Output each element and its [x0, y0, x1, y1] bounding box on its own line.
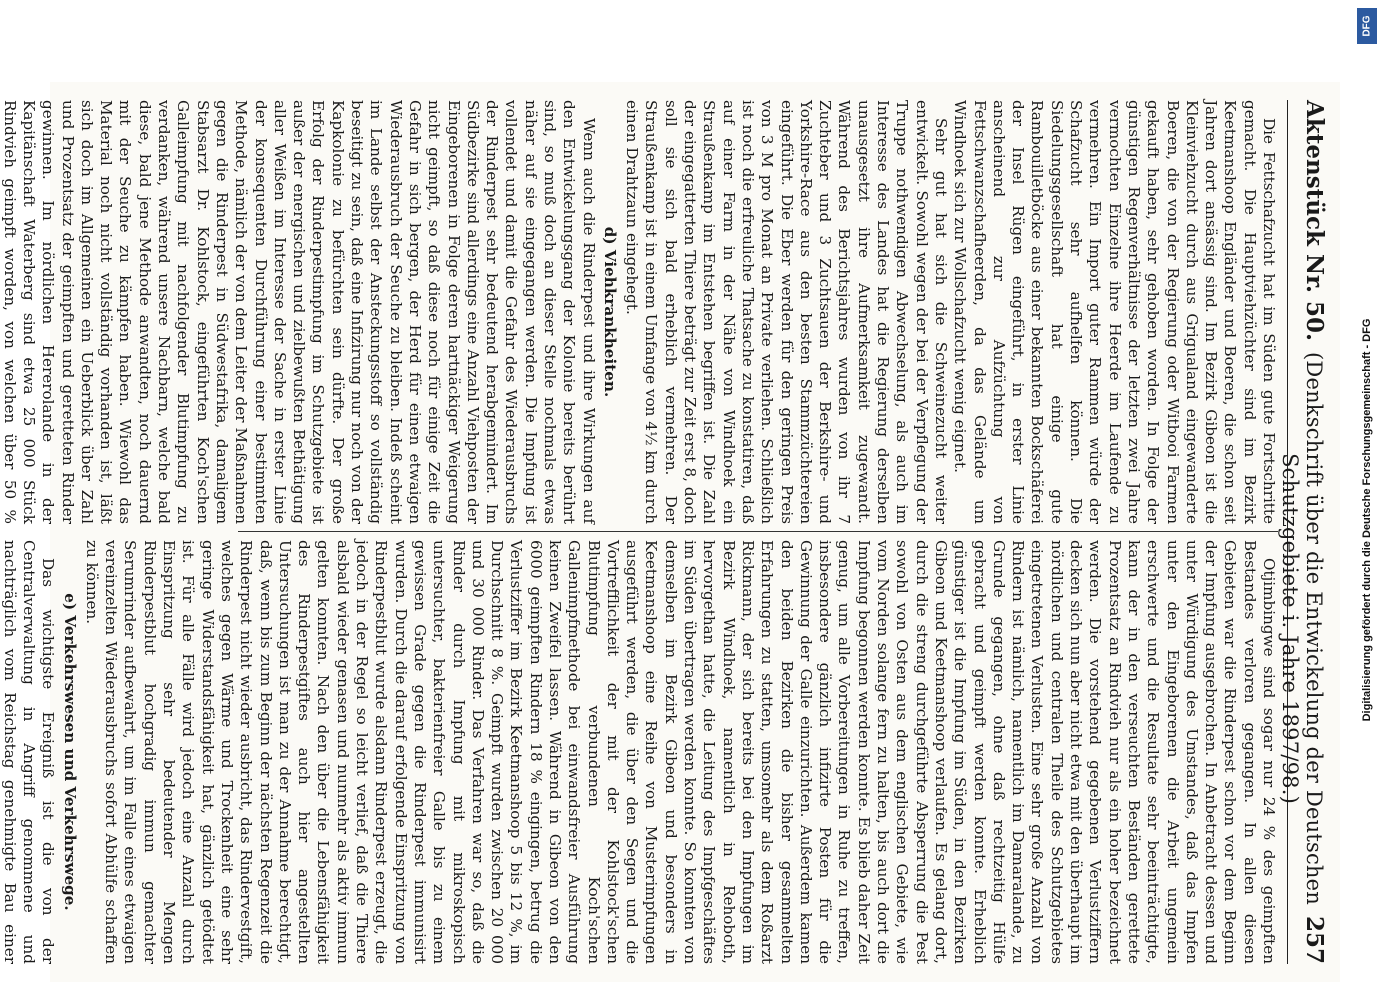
- left-column: [0, 100, 1278, 524]
- body-paragraph: Das wichtigste Ereigniß ist die von der Centralverwaltung in Angriff genommene und nachträglich vom Reichstag genehmigte Bau einer: [0, 540, 58, 964]
- body-paragraph: Die Fettschafzucht hat im Süden gute Fortschritte gemacht. Die Hauptviehzüchter sind im Bezirk Keetmanshoop Engländer und Boeren, die schon seit Jahren dort ansässig sind. Im Bezirk Gibeon ist die Kleinviehzucht durch aus Grigualand eingewanderte Boeren, die von der Regierung oder Witbooi Farmen gekauft haben, sehr gehoben worden. In Folge der günstigen Regenverhältnisse der letzten zwei Jahre vermochten Einzelne ihre Heerde im Laufende zu vermehren. Ein Import guter Rammen würde der Schafzucht sehr aufhelfen können. Die Siedelungsgesellschaft hat einige gute Rambouilletböcke aus einer bekannten Bockschäferei der Insel Rügen eingeführt, in erster Linie anscheinend zur Aufzüchtung von Fettschwanzschafheerden, da das Gelände um Windhoek sich zur Wollschafzucht wenig eignet.: [951, 100, 1278, 524]
- running-title: (Denkschrift über die Entwickelung der Deutschen Schutzgebiete i. Jahre 1897/98.): [1278, 352, 1326, 906]
- section-heading: d) Viehkrankheiten.: [600, 226, 619, 398]
- page-number: 257: [1301, 915, 1328, 964]
- body-paragraph: Otjimbingwe sind sogar nur 24 % des geimpften Bestandes verloren gegangen. In allen diesen Gebieten war die Rinderpest schon vor dem Beginn der Impfung ausgebrochen. In Anbetracht dessen und unter Würdigung des Umstandes, daß das Impfen unter den Eingeborenen die Arbeit ungemein erschwerte und die Resultate sehr beeinträchtigte, kann der in den verseuchten Beständen gerettete Prozentsatz an Rindvieh nur als ein hoher bezeichnet werden. Die vorstehend gegebenen Verlustziffern decken sich nun aber nicht etwa mit den überhaupt im nördlichen und centralen Theile des Schutzgebietes eingetretenen Verlusten. Eine sehr große Anzahl von Rindern ist nämlich, namentlich im Damaralande, zu Grunde gegangen, ohne daß rechtzeitig Hülfe gebracht und geimpft werden konnte. Erheblich günstiger ist die Impfung im Süden, in den Bezirken Gibeon und Keetmanshoop verlaufen. Es gelang dort, durch die streng durchgeführte Absperrung die Pest sowohl von Osten aus dem englischen Gebiete, wie vom Norden solange fern zu halten, bis auch dort die Impfung begonnen werden konnte. Es blieb daher Zeit genug, um alle Vorbereitungen in Ruhe zu treffen, insbesondere gänzlich infizirte Posten für die Gewinnung der Galle einzurichten. Außerdem kamen den beiden Bezirken die bisher gesammelten Erfahrungen zu statten, umsomehr als dem Roßarzt Rickmann, der sich bereits bei den Impfungen im Bezirk Windhoek, namentlich in Rehoboth, hervorgethan hatte, die Leitung des Impfgeschäftes im Süden übertragen werden konnte. So konnten von demselben im Bezirk Gibeon und besonders in Keetmanshoop eine Reihe von Musterimpfungen ausgeführt werden, die über den Segen und die Vortrefflichkeit der mit der Kohlstock'schen Blutimpfung verbundenen Koch'schen Gallenimpfmethode bei einwandsfreier Ausführung keinen Zweifel lassen. Während in Gibeon von den 6000 geimpften Rindern 18 % eingingen, betrug die Verlustziffer im Bezirk Keetmanshoop 5 bis 12 %, im Durchschnitt 8 %. Geimpft wurden zwischen 20 000 und 30 000 Rinder. Das Verfahren war so, daß die Rinder durch Impfung mit mikroskopisch untersuchter, bakterienfreier Galle bis zu einem gewissen Grade gegen die Rinderpest immunisirt wurden. Durch die darauf erfolgende Einspritzung von Rinderpestblut wurde alsdann Rinderpest erzeugt, die jedoch in der Regel so leicht verlief, daß die Thiere alsbald wieder genasen und nunmehr als aktiv immun gelten konnten. Nach den über die Lebensfähigkeit des Rinderpestgiftes auch hier angestellten Untersuchungen ist man zu der Annahme berechtigt, daß, wenn bis zum Beginn der nächsten Regenzeit die Rinderpest nicht wieder ausbricht, das Rindervestgift, welches gegen Wärme und Trockenheit eine sehr geringe Widerstandsfähigkeit hat, gänzlich getödtet ist. Für alle Fälle wird jedoch eine Anzahl durch Einspritzung sehr bedeutender Mengen Rinderpestblut hochgradig immun gemachter Serumrinder aufbewahrt, um im Falle eines etwaigen vereinzelten Wiederausbruchs sofort Abhülfe schaffen zu können.: [82, 540, 1278, 964]
- dfg-logo: [1357, 8, 1377, 44]
- document-number: Aktenstück Nr. 50.: [1301, 100, 1328, 342]
- document-page: [0, 82, 1340, 982]
- body-paragraph: Wenn auch die Rinderpest und ihre Wirkungen auf den Entwickelungsgang der Kolonie bereits berührt sind, so muß doch an dieser Stelle nochmals etwas näher auf sie eingegangen werden. Die Impfung ist vollendet und damit die Gefahr des Wiederausbruchs der Rinderpest sehr bedeutend herabgemindert. Im Südbezirke sind allerdings eine Anzahl Viehposten der Eingeborenen in Folge deren hartnäckiger Weigerung nicht geimpft, so daß diese noch für einige Zeit die Gefahr in sich bergen, der Herd für einen etwaigen Wiederausbruch der Seuche zu bleiben. Indeß scheint im Lande selbst der Ansteckungsstoff so vollständig beseitigt zu sein, daß eine Infizirung nur noch von der Kapkolonie zu befürchten sein dürfte. Der große Erfolg der Rinderpestimpfung im Schutzgebiete ist außer der energischen und zielbewußten Bethätigung aller Weißen im Interesse der Sache in erster Linie der konsequenten Durchführung einer bestimmten Methode, nämlich der von dem Leiter der Maßnahmen gegen die Rinderpest in Südwestafrika, damaligem Stabsarzt Dr. Kohlstock, eingeführten Koch'schen Galleimpfung mit nachfolgender Blutimpfung zu verdanken, während unsere Nachbarn, welche bald diese, bald jene Methode anwandten, noch dauernd mit der Seuche zu kämpfen haben. Wiewohl das Material noch nicht vollständig vorhanden ist, läßt sich doch im Allgemeinen ein Ueberblick über Zahl und Prozentsatz der geimpften und geretteten Rinder gewinnen. Im nördlichen Hererolande in der Kapitänschaft Waterberg sind etwa 25 000 Stück Rindvieh geimpft worden, von welchen über 50 %: [0, 100, 598, 524]
- digitization-credit: Digitalisierung gefördert durch die Deutsche Forschungsgemeinschaft - DFG: [1361, 318, 1373, 722]
- dfg-logo-text: DFG: [1361, 15, 1373, 37]
- column-divider: [238, 531, 1278, 532]
- page-header: [1278, 100, 1328, 964]
- section-heading: e) Verkehrswesen und Verkehrswege.: [60, 593, 79, 911]
- digitization-notice: [1351, 0, 1383, 1000]
- body-paragraph: Sehr gut hat sich die Schweinezucht weiter entwickelt. Sowohl wegen der bei der Verpflegung der Truppe nothwendigen Abwechselung, als auch im Interesse des Landes hat die Regierung derselben unausgesetzt ihre Aufmerksamkeit zugewandt. Während des Berichtsjahres wurden von ihr 7 Zuchteber und 3 Zuchtsauen der Berkshire- und Yorkshire-Race aus den besten Stammzüchtereien eingeführt. Die Eber werden für den geringen Preis von 3 M pro Monat an Private verliehen. Schließlich ist noch die erfreuliche Thatsache zu konstatiren, daß auf einer Farm in der Nähe von Windhoek ein Straußenkamp im Entstehen begriffen ist. Die Zahl der eingegatterten Thiere beträgt zur Zeit erst 8, doch soll sie sich bald erheblich vermehren. Der Straußenkamp ist in einem Umfange von 4½ km durch einen Drahtzaun eingehegt.: [623, 100, 950, 524]
- right-column: [0, 540, 1278, 964]
